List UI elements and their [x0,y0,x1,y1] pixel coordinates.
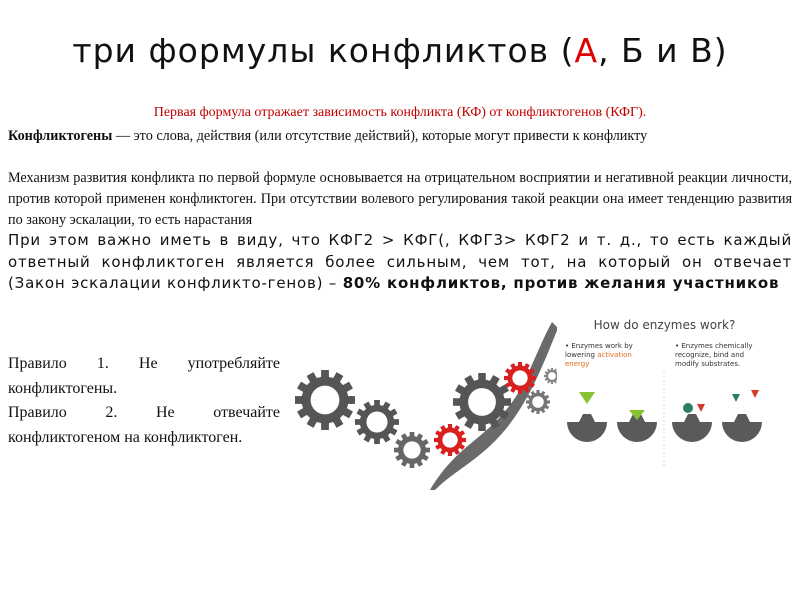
enzyme-caption-2: • Enzymes chemically recognize, bind and modify substrates. [675,342,753,368]
rules-block [8,352,280,450]
product-2 [697,404,705,412]
definition-paragraph [8,126,792,147]
rule-2: Правило 2. Не отвечайте конфликтогеном на конфликтоген. [8,404,280,446]
product-3 [732,394,740,402]
escalation-text: При этом важно иметь в виду, что КФГ2 > КФГ(, КФГ3> КФГ2 и т. д., то есть каждый ответный конфликтоген является более сильным, чем тот, на который он отвечает (Закон эскалации конфликто-генов) – [8,231,792,292]
title-letter-a: А [574,31,599,70]
gear-icon-4 [434,424,466,456]
gear-icon-2 [355,400,399,444]
caption-1-text: Enzymes work by lowering [565,342,633,359]
title-rest: , Б и В) [598,31,728,70]
enzyme-title: How do enzymes work? [593,318,736,332]
substrate-1 [579,392,595,404]
caption-2-text: Enzymes chemically recognize, bind and modify substrates. [675,342,753,368]
definition-term: Конфликтогены [8,128,113,144]
gears-illustration [290,320,560,490]
definition-text: — это слова, действия (или отсутствие действий), которые могут привести к конфликту [112,128,648,144]
mechanism-paragraph: Механизм развития конфликта по первой формуле основывается на отрицательном восприятии и негативной реакции личности, против которой применен конфликтоген. При отсутствии волевого регулирования такой реакции она имеет тенденцию развития по закону эскалации, то есть нарастания [8,170,792,228]
title-main: три формулы конфликтов ( [72,31,575,70]
product-4 [751,390,759,398]
rule-1: Правило 1. Не употребляйте конфликтогены. [8,355,280,397]
slide-title [0,30,800,72]
caption-1-highlight: activation energy [565,351,632,368]
gear-icon-7 [526,390,550,414]
slide-subtitle: Первая формула отражает зависимость конфликта (КФ) от конфликтогенов (КФГ). [153,105,647,120]
escalation-bold: 80% конфликтов, против желания участников [342,274,780,292]
enzyme-diagram [557,372,772,472]
enzyme-shape-3 [672,414,712,442]
enzyme-figure [557,312,772,472]
gear-icon-3 [394,432,430,468]
enzyme-caption-1: • Enzymes work by lowering activation energy [565,342,633,368]
enzyme-shape-1 [567,414,607,442]
enzyme-shape-4 [722,414,762,442]
gear-icon-1 [295,370,355,430]
product-1 [683,403,693,413]
escalation-paragraph [8,230,792,295]
